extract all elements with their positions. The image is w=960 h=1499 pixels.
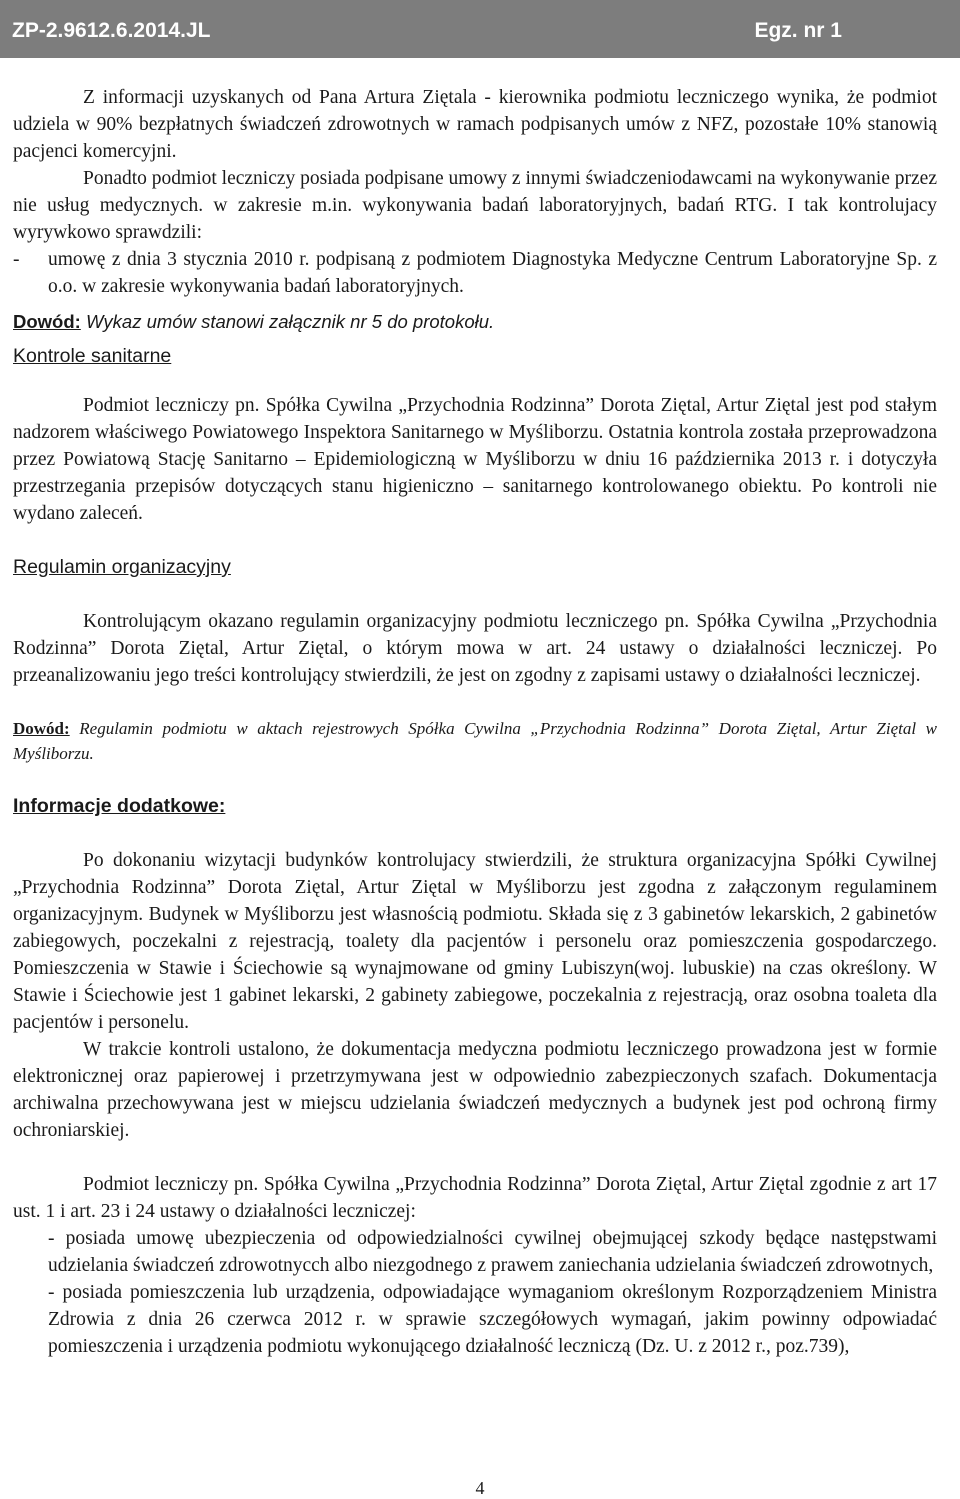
evidence-text: Regulamin podmiotu w aktach rejestrowych Spółka Cywilna „Przychodnia Rodzinna” Dorota Ziętal, Artur Ziętal w Myśliborzu. (13, 719, 937, 763)
section-heading-regulations: Regulamin organizacyjny (13, 556, 231, 578)
contract-item: - umowę z dnia 3 stycznia 2010 r. podpisaną z podmiotem Diagnostyka Medyczne Centrum Laboratoryjne Sp. z o.o. w zakresie wykonywania badań laboratoryjnych. (13, 246, 937, 300)
regulations-paragraph: Kontrolującym okazano regulamin organizacyjny podmiotu leczniczego pn. Spółka Cywilna „Przychodnia Rodzinna” Dorota Ziętal, Artur Ziętal, o którym mowa w art. 24 ustawy o działalności leczniczej. Po przeanalizowaniu jego treści kontrolujący stwierdzili, że jest on zgodny z zapisami ustawy o działalności leczniczej. (13, 611, 937, 686)
evidence-text: Wykaz umów stanowi załącznik nr 5 do protokołu. (80, 311, 495, 332)
copy-number: Egz. nr 1 (754, 19, 842, 42)
document-header (0, 0, 960, 58)
contracts-list (13, 246, 937, 300)
evidence-label: Dowód: (13, 719, 70, 738)
structure-paragraph: Po dokonaniu wizytacji budynków kontrolujacy stwierdzili, że struktura organizacyjna Spółki Cywilnej „Przychodnia Rodzinna” Dorota Ziętal, Artur Ziętal w Myśliborzu jest zgodna z załączonym regulaminem organizacyjnym. Budynek w Myśliborzu jest własnością podmiotu. Składa się z 3 gabinetów lekarskich, 2 gabinetów zabiegowych, poczekalni z rejestracją, toalety dla pacjentów i personelu oraz pomieszczenia gospodarczego. Pomieszczenia w Stawie i Ściechowie są wynajmowane od gminy Lubiszyn(woj. lubuskie) na czas określony. W Stawie i Ściechowie jest 1 gabinet lekarski, 2 gabinety zabiegowe, poczekalnia z rejestracją, oraz osobna toaleta dla pacjentów i personelu. (13, 850, 937, 1033)
case-number: ZP-2.9612.6.2014.JL (12, 19, 211, 42)
document-body (13, 84, 937, 1360)
regulations-evidence (13, 716, 937, 766)
documentation-paragraph: W trakcie kontroli ustalono, że dokumentacja medyczna podmiotu leczniczego prowadzona jest w formie elektronicznej oraz papierowej i przetrzymywana jest w odpowiednio zabezpieczonych szafach. Dokumentacja archiwalna przechowywana jest w miejscu udzielania świadczeń medycznych a budynek jest pod ochroną firmy ochroniarskiej. (13, 1039, 937, 1141)
section-heading-sanitary: Kontrole sanitarne (13, 345, 172, 367)
evidence-note (13, 309, 937, 334)
contracts-paragraph: Ponadto podmiot leczniczy posiada podpisane umowy z innymi świadczeniodawcami na wykonywanie przez nie usług medycznych. w zakresie m.in. wykonywania badań laboratoryjnych, badań RTG. I tak kontrolujacy wyrywkowo sprawdzili: (13, 168, 937, 243)
sanitary-paragraph: Podmiot leczniczy pn. Spółka Cywilna „Przychodnia Rodzinna” Dorota Ziętal, Artur Ziętal jest pod stałym nadzorem właściwego Powiatowego Inspektora Sanitarnego w Myśliborzu. Ostatnia kontrola została przeprowadzona przez Powiatową Stację Sanitarno – Epidemiologiczną w Myśliborzu w dniu 16 października 2013 r. i dotyczyła przestrzegania przepisów dotyczących stanu higieniczno – sanitarnego kontrolowanego obiektu. Po kontroli nie wydano zaleceń. (13, 395, 937, 524)
compliance-item-insurance: - posiada umowę ubezpieczenia od odpowiedzialności cywilnej obejmującej szkody będące następstwami udzielania świadczeń zdrowotnycch albo niezgodnego z prawem zaniechania udzielania świadczeń zdrowotnych, (48, 1228, 937, 1276)
section-heading-additional: Informacje dodatkowe: (13, 795, 226, 817)
intro-paragraph: Z informacji uzyskanych od Pana Artura Ziętala - kierownika podmiotu leczniczego wynika, że podmiot udziela w 90% bezpłatnych świadczeń zdrowotnych w ramach podpisanych umów z NFZ, pozostałe 10% stanowią pacjenci komercyjni. (13, 87, 937, 162)
compliance-paragraph: Podmiot leczniczy pn. Spółka Cywilna „Przychodnia Rodzinna” Dorota Ziętal, Artur Ziętal zgodnie z art 17 ust. 1 i art. 23 i 24 ustawy o działalności leczniczej: (13, 1174, 937, 1222)
compliance-item-premises: - posiada pomieszczenia lub urządzenia, odpowiadające wymaganiom określonym Rozporządzeniem Ministra Zdrowia z dnia 26 czerwca 2012 r. w sprawie szczegółowych wymagań, jakim powinny odpowiadać pomieszczenia i urządzenia podmiotu wykonującego działalność leczniczą (Dz. U. z 2012 r., poz.739), (48, 1282, 937, 1357)
evidence-label: Dowód: (13, 311, 81, 332)
page-number: 4 (475, 1478, 485, 1498)
